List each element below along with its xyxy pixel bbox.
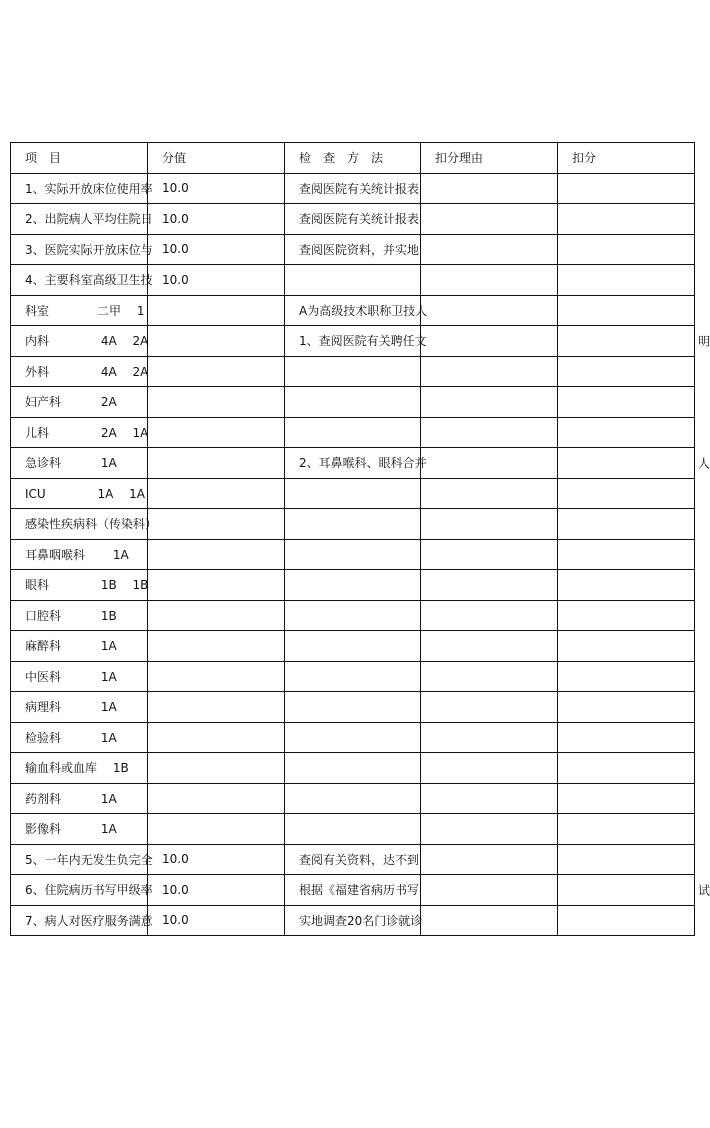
header-deduct xyxy=(558,143,695,174)
method-cell xyxy=(285,814,421,845)
method-cell xyxy=(285,875,421,906)
deduct-cell xyxy=(558,417,695,448)
reason-cell xyxy=(421,204,558,235)
score-cell xyxy=(148,387,285,418)
item-cell xyxy=(11,814,148,845)
score-cell xyxy=(148,204,285,235)
header-item xyxy=(11,143,148,174)
table-row xyxy=(11,814,695,845)
method-cell xyxy=(285,234,421,265)
method-cell xyxy=(285,570,421,601)
table-row xyxy=(11,692,695,723)
method-cell xyxy=(285,753,421,784)
score-cell xyxy=(148,753,285,784)
item-cell-text: 3、医院实际开放床位与 xyxy=(25,242,153,257)
table-row xyxy=(11,478,695,509)
reason-cell xyxy=(421,722,558,753)
method-cell xyxy=(285,631,421,662)
score-cell xyxy=(148,448,285,479)
method-cell-text: 查阅有关资料，达不到 xyxy=(299,852,420,867)
reason-cell xyxy=(421,173,558,204)
deduct-cell xyxy=(558,234,695,265)
deduct-cell xyxy=(558,539,695,570)
item-cell-text: 口腔科 1B xyxy=(25,608,117,623)
item-cell-text: 6、住院病历书写甲级率 xyxy=(25,883,153,898)
method-cell xyxy=(285,204,421,235)
method-cell xyxy=(285,356,421,387)
item-cell xyxy=(11,783,148,814)
score-cell xyxy=(148,600,285,631)
method-cell xyxy=(285,265,421,296)
reason-cell xyxy=(421,265,558,296)
header-reason xyxy=(421,143,558,174)
item-cell xyxy=(11,387,148,418)
method-cell xyxy=(285,692,421,723)
table-row xyxy=(11,875,695,906)
reason-cell xyxy=(421,570,558,601)
score-cell xyxy=(148,234,285,265)
method-cell-text: 1、查阅医院有关聘任文 xyxy=(299,334,427,349)
table-row xyxy=(11,722,695,753)
deduct-cell xyxy=(558,875,710,906)
item-cell-text: 病理科 1A xyxy=(25,700,117,715)
item-cell-text: 麻醉科 1A xyxy=(25,639,117,654)
deduct-cell xyxy=(558,600,695,631)
item-cell-text: 影像科 1A xyxy=(25,822,117,837)
reason-cell xyxy=(421,875,558,906)
method-cell xyxy=(285,722,421,753)
table-row xyxy=(11,753,695,784)
table-header-row xyxy=(11,143,695,174)
method-cell xyxy=(285,173,421,204)
table-row xyxy=(11,265,695,296)
table-row xyxy=(11,326,695,357)
score-cell xyxy=(148,783,285,814)
item-cell-text: 4、主要科室高级卫生技 xyxy=(25,273,153,288)
item-cell xyxy=(11,570,148,601)
table-row xyxy=(11,570,695,601)
reason-cell xyxy=(421,387,558,418)
item-cell-text: 内科 4A 2A xyxy=(25,334,149,349)
score-cell-text: 10.0 xyxy=(162,181,189,196)
score-cell-text: 10.0 xyxy=(162,211,189,226)
score-cell xyxy=(148,417,285,448)
item-cell-text: 1、实际开放床位使用率 xyxy=(25,181,153,196)
item-cell-text: 7、病人对医疗服务满意 xyxy=(25,913,153,928)
score-cell xyxy=(148,509,285,540)
header-score xyxy=(148,143,285,174)
item-cell xyxy=(11,417,148,448)
item-cell xyxy=(11,204,153,235)
item-cell xyxy=(11,600,148,631)
deduct-cell xyxy=(558,783,695,814)
item-cell-text: 外科 4A 2A xyxy=(25,364,149,379)
table-row xyxy=(11,661,695,692)
reason-cell xyxy=(421,661,558,692)
reason-cell xyxy=(421,844,558,875)
item-cell-text: 2、出院病人平均住院日 xyxy=(25,212,153,227)
method-cell xyxy=(285,661,421,692)
item-cell xyxy=(11,448,148,479)
item-cell-text: 输血科或血库 1B xyxy=(25,761,129,776)
table-row xyxy=(11,448,695,479)
reason-cell xyxy=(421,356,558,387)
item-cell xyxy=(11,661,148,692)
deduct-cell xyxy=(558,814,695,845)
table-row xyxy=(11,600,695,631)
table-row xyxy=(11,539,695,570)
deduct-cell xyxy=(558,905,695,936)
reason-cell xyxy=(421,539,558,570)
deduct-cell xyxy=(558,753,695,784)
deduct-cell xyxy=(558,204,695,235)
item-cell xyxy=(11,509,158,540)
table-row xyxy=(11,417,695,448)
score-cell xyxy=(148,722,285,753)
score-cell xyxy=(148,265,285,296)
item-cell-text: 感染性疾病科（传染科） xyxy=(25,517,158,532)
method-cell xyxy=(285,844,421,875)
deduct-cell xyxy=(558,478,695,509)
reason-cell xyxy=(421,631,558,662)
deduct-cell xyxy=(558,173,695,204)
deduct-cell xyxy=(558,570,695,601)
deduct-cell xyxy=(558,448,710,479)
item-cell xyxy=(11,326,148,357)
reason-cell xyxy=(421,600,558,631)
method-cell xyxy=(285,539,421,570)
item-cell xyxy=(11,478,148,509)
item-cell xyxy=(11,356,148,387)
method-cell xyxy=(285,478,421,509)
method-cell xyxy=(285,509,421,540)
method-cell xyxy=(285,905,421,936)
score-cell xyxy=(148,875,285,906)
reason-cell xyxy=(421,234,558,265)
deduct-cell xyxy=(558,661,695,692)
item-cell-text: 5、一年内无发生负完全 xyxy=(25,852,153,867)
score-cell xyxy=(148,326,285,357)
score-cell xyxy=(148,814,285,845)
header-method xyxy=(285,143,421,174)
score-cell xyxy=(148,844,285,875)
reason-cell xyxy=(421,417,558,448)
item-cell xyxy=(11,265,153,296)
table-row xyxy=(11,204,695,235)
deduct-cell xyxy=(558,326,710,357)
table-row xyxy=(11,356,695,387)
score-cell xyxy=(148,661,285,692)
table-row xyxy=(11,844,695,875)
item-cell xyxy=(11,753,148,784)
item-cell-text: 妇产科 2A xyxy=(25,395,117,410)
evaluation-table xyxy=(10,142,710,936)
item-cell-text: 耳鼻咽喉科 1A xyxy=(25,547,129,562)
deduct-cell xyxy=(558,631,695,662)
deduct-cell xyxy=(558,265,695,296)
reason-cell xyxy=(421,509,558,540)
reason-cell xyxy=(421,478,558,509)
header-score-text: 分值 xyxy=(162,151,187,166)
score-cell xyxy=(148,631,285,662)
method-cell xyxy=(285,448,427,479)
method-cell-text: 查阅医院有关统计报表 xyxy=(299,181,420,196)
method-cell-text: 实地调查20名门诊就诊 xyxy=(299,913,423,928)
score-cell-text: 10.0 xyxy=(162,272,189,287)
table-row xyxy=(11,783,695,814)
item-cell xyxy=(11,722,148,753)
reason-cell xyxy=(421,326,558,357)
header-method-text: 检 查 方 法 xyxy=(299,151,384,166)
method-cell-text: 根据《福建省病历书写 xyxy=(299,883,420,898)
item-cell-text: 儿科 2A 1A xyxy=(25,425,149,440)
method-cell xyxy=(285,417,421,448)
item-cell xyxy=(11,875,153,906)
method-cell xyxy=(285,295,428,326)
item-cell xyxy=(11,905,153,936)
score-cell xyxy=(148,539,285,570)
item-cell xyxy=(11,844,153,875)
score-cell-text: 10.0 xyxy=(162,882,189,897)
item-cell xyxy=(11,692,148,723)
overflow-fragment: 明 xyxy=(698,334,710,349)
reason-cell xyxy=(421,814,558,845)
item-cell xyxy=(11,173,153,204)
reason-cell xyxy=(421,295,558,326)
table-row xyxy=(11,173,695,204)
table-row xyxy=(11,509,695,540)
method-cell xyxy=(285,600,421,631)
deduct-cell xyxy=(558,356,695,387)
method-cell-text: 2、耳鼻喉科、眼科合并 xyxy=(299,456,427,471)
item-cell-text: 眼科 1B 1B xyxy=(25,578,149,593)
reason-cell xyxy=(421,753,558,784)
score-cell xyxy=(148,478,285,509)
header-item-text: 项 目 xyxy=(25,151,62,166)
overflow-fragment: 试 xyxy=(698,883,710,898)
method-cell xyxy=(285,783,421,814)
deduct-cell xyxy=(558,692,695,723)
reason-cell xyxy=(421,905,558,936)
reason-cell xyxy=(421,783,558,814)
score-cell-text: 10.0 xyxy=(162,852,189,867)
method-cell xyxy=(285,387,421,418)
item-cell-text: 急诊科 1A xyxy=(25,456,117,471)
method-cell xyxy=(285,326,427,357)
deduct-cell xyxy=(558,509,695,540)
table-row xyxy=(11,295,695,326)
score-cell-text: 10.0 xyxy=(162,913,189,928)
score-cell xyxy=(148,295,285,326)
deduct-cell xyxy=(558,295,695,326)
overflow-fragment: 人 xyxy=(698,456,710,471)
score-cell xyxy=(148,570,285,601)
item-cell xyxy=(11,631,148,662)
header-deduct-text: 扣分 xyxy=(572,151,597,166)
deduct-cell xyxy=(558,844,695,875)
item-cell-text: 检验科 1A xyxy=(25,730,117,745)
item-cell-text: 中医科 1A xyxy=(25,669,117,684)
header-reason-text: 扣分理由 xyxy=(435,151,484,166)
item-cell xyxy=(11,539,148,570)
table-row xyxy=(11,387,695,418)
reason-cell xyxy=(421,692,558,723)
score-cell xyxy=(148,356,285,387)
item-cell xyxy=(11,234,153,265)
item-cell xyxy=(11,295,148,326)
score-cell-text: 10.0 xyxy=(162,242,189,257)
table-row xyxy=(11,631,695,662)
item-cell-text: ICU 1A 1A xyxy=(25,486,146,501)
item-cell-text: 药剂科 1A xyxy=(25,791,117,806)
item-cell-text: 科室 二甲 1 xyxy=(25,303,145,318)
deduct-cell xyxy=(558,387,695,418)
method-cell-text: A为高级技术职称卫技人 xyxy=(299,303,428,318)
score-cell xyxy=(148,905,285,936)
method-cell-text: 查阅医院资料，并实地 xyxy=(299,242,420,257)
table-row xyxy=(11,234,695,265)
table-row xyxy=(11,905,695,936)
deduct-cell xyxy=(558,722,695,753)
score-cell xyxy=(148,692,285,723)
reason-cell xyxy=(421,448,558,479)
score-cell xyxy=(148,173,285,204)
method-cell-text: 查阅医院有关统计报表 xyxy=(299,212,420,227)
